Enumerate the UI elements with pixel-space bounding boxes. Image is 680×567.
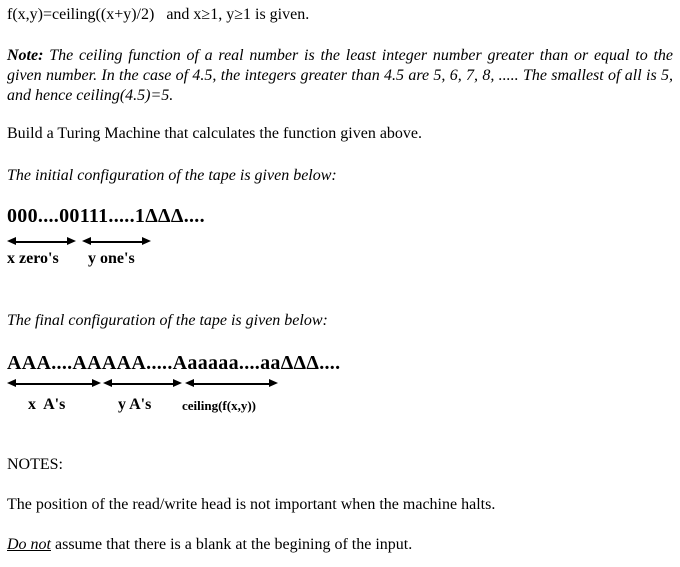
x-zeros-range-arrow [7,237,76,246]
y-ones-label: y one's [88,250,135,267]
arrow-shaft [87,241,146,243]
arrow-shaft [190,383,273,385]
x-as-range-arrow [7,379,101,388]
final-tape-diagram [7,351,673,417]
ceiling-label: ceiling(f(x,y)) [182,398,257,413]
note-body: The ceiling function of a real number is the least integer number greater than or equal to the given number. In the case of 4.5, the integers greater than 4.5 are 5, 6, 7, 8, ..... The smallest of all is 5, and hence ceiling(4.5)=5. [7,47,674,104]
arrow-shaft [12,383,96,385]
final-tape-content: AAA....AAAAA.....Aaaaaa....aaΔΔΔ.... [7,352,341,374]
task-instruction: Build a Turing Machine that calculates the function given above. [7,125,423,142]
initial-tape-content: 000....00111.....1ΔΔΔ.... [7,205,205,227]
initial-tape-caption: The initial configuration of the tape is given below: [7,167,337,184]
x-as-label: x A's [28,396,66,413]
arrow-shaft [108,383,177,385]
final-tape-caption: The final configuration of the tape is given below: [7,312,328,329]
blank-note-rest: assume that there is a blank at the begining of the input. [51,536,413,553]
x-zeros-label: x zero's [7,250,59,267]
read-write-head-note: The position of the read/write head is not important when the machine halts. [7,496,496,513]
notes-heading: NOTES: [7,456,63,473]
note-paragraph [7,46,673,106]
initial-tape-diagram [7,204,673,270]
blank-assumption-note [7,535,673,555]
arrow-shaft [12,241,71,243]
y-as-label: y A's [118,396,152,413]
ceiling-range-arrow [185,379,278,388]
note-label: Note: [7,47,44,64]
y-ones-range-arrow [82,237,151,246]
problem-statement: f(x,y)=ceiling((x+y)/2) and x≥1, y≥1 is given. [7,6,310,23]
y-as-range-arrow [103,379,182,388]
do-not-emphasis: Do not [7,536,51,553]
